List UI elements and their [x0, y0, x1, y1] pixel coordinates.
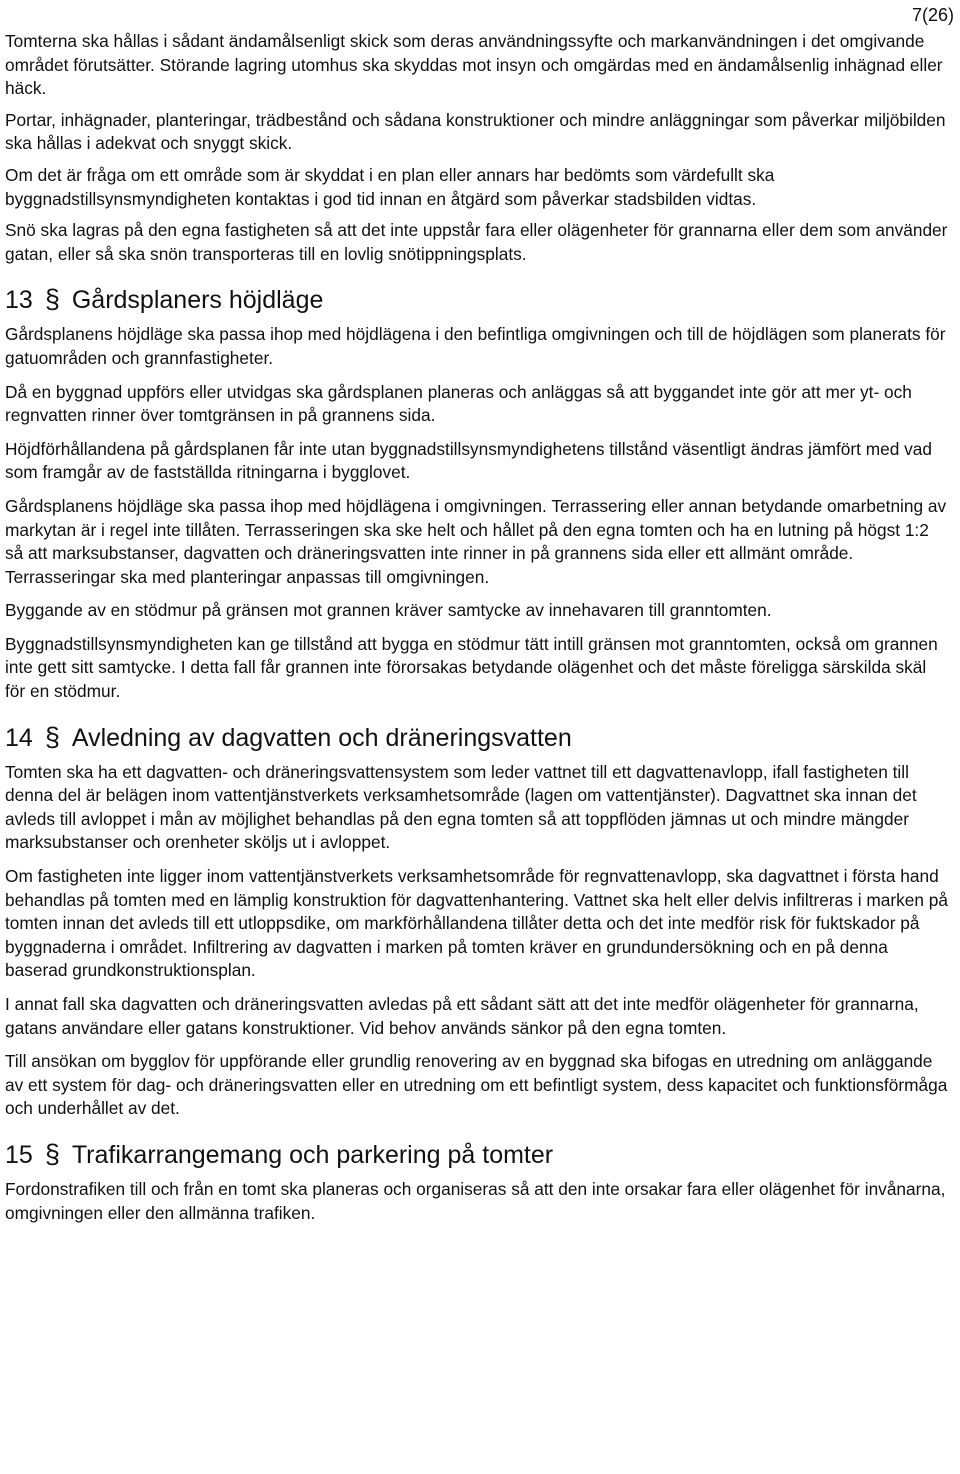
section-13-paragraph-4: Gårdsplanens höjdläge ska passa ihop med höjdlägena i omgivningen. Terrassering eller annan betydande omarbetning av markytan är i regel inte tillåten. Terrasseringen ska ske helt och hållet på den egna tomten och ha en lutning på högst 1:2 så att marksubstanser, dagvatten och dräneringsvatten inte rinner in på grannens sida eller ett allmänt område. Terrasseringar ska med planteringar anpassas till omgivningen.: [5, 495, 947, 587]
intro-paragraph-2: Portar, inhägnader, planteringar, trädbestånd och sådana konstruktioner och mindre anläggningar som påverkar miljöbilden ska hållas i adekvat och snyggt skick.: [5, 109, 946, 154]
section-13-paragraph-5: Byggande av en stödmur på gränsen mot grannen kräver samtycke av innehavaren till granntomten.: [5, 600, 772, 621]
intro-paragraph-4: Snö ska lagras på den egna fastigheten så att det inte uppstår fara eller olägenheter för grannarna eller dem som använder gatan, eller så ska snön transporteras till en lovlig snötippningsplats.: [5, 220, 948, 264]
document-body: [5, 30, 950, 1235]
section-13-heading: [5, 284, 950, 315]
section-13-paragraph-1: Gårdsplanens höjdläge ska passa ihop med höjdlägena i den befintliga omgivningen och till de höjdlägen som planerats för gatuområden och grannfastigheter.: [5, 324, 946, 368]
intro-paragraph-1: Tomterna ska hållas i sådant ändamålsenligt skick som deras användningssyfte och markanvändningen i det omgivande området förutsätter. Störande lagring utomhus ska skyddas mot insyn och omgärdas med en ändamålsenlig inhägnad eller häck.: [5, 31, 943, 99]
section-14-paragraph-4: Till ansökan om bygglov för uppförande eller grundlig renovering av en byggnad ska bifogas en utredning om anläggande av ett system för dag- och dräneringsvatten eller en utredning om ett befintligt system, dess kapacitet och funktionsförmåga och underhållet av det.: [5, 1051, 948, 1119]
section-14-paragraph-1: Tomten ska ha ett dagvatten- och dräneringsvattensystem som leder vattnet till ett dagvattenavlopp, ifall fastigheten till denna del är belägen inom vattentjänstverkets verksamhetsområde (lagen om vattentjänster). Dagvattnet ska innan det avleds till avloppet i mån av möjlighet behandlas på den egna tomten så att toppflöden jämnas ut och mindre mängder marksubstanser och orenheter sköljs ut i avloppet.: [5, 761, 917, 853]
section-14-paragraph-3: I annat fall ska dagvatten och dräneringsvatten avledas på ett sådant sätt att det inte medför olägenheter för grannarna, gatans användare eller gatans konstruktioner. Vid behov används sänkor på den egna tomten.: [5, 994, 919, 1038]
section-13-paragraph-6: Byggnadstillsynsmyndigheten kan ge tillstånd att bygga en stödmur tätt intill gränsen mot granntomten, också om grannen inte gett sitt samtycke. I detta fall får grannen inte förorsakas betydande olägenhet och det måste föreligga särskilda skäl för en stödmur.: [5, 633, 938, 702]
section-14-title: Avledning av dagvatten och dräneringsvatten: [71, 723, 572, 752]
section-14-heading: [5, 722, 950, 753]
section-14-paragraph-2: Om fastigheten inte ligger inom vattentjänstverkets verksamhetsområde för regnvattenavlopp, ska dagvattnet i första hand behandlas på tomten med en lämplig konstruktion för dagvattenhantering. Vattnet ska helt eller delvis infiltreras i marken på tomten innan det avleds till ett utloppsdike, om markförhållandena tillåter detta och det inte medför risk för fuktskador på byggnaderna i området. Infiltrering av dagvatten i marken på tomten kräver en grundundersökning och en på denna baserad grundkonstruktionsplan.: [5, 866, 948, 981]
page-number: 7(26): [911, 5, 954, 25]
section-13-paragraph-3: Höjdförhållandena på gårdsplanen får inte utan byggnadstillsynsmyndighetens tillstånd väsentligt ändras jämfört med vad som framgår av de fastställda ritningarna i bygglovet.: [5, 438, 933, 483]
section-15-title: Trafikarrangemang och parkering på tomter: [71, 1140, 554, 1169]
section-15-number: 15: [5, 1140, 33, 1169]
section-15-paragraph-1: Fordonstrafiken till och från en tomt ska planeras och organiseras så att den inte orsakar fara eller olägenhet för invånarna, omgivningen eller den allmänna trafiken.: [5, 1178, 946, 1223]
section-15-heading: [5, 1139, 950, 1170]
section-13-paragraph-2: Då en byggnad uppförs eller utvidgas ska gårdsplanen planeras och anläggas så att byggandet inte gör att mer yt- och regnvatten rinner över tomtgränsen in på grannens sida.: [5, 381, 912, 426]
intro-paragraph-3: Om det är fråga om ett område som är skyddat i en plan eller annars har bedömts som värdefullt ska byggnadstillsynsmyndigheten kontaktas i god tid innan en åtgärd som påverkar stadsbilden vidtas.: [5, 164, 775, 209]
section-13-symbol: §: [44, 284, 60, 315]
section-14-number: 14: [5, 723, 33, 752]
section-14-symbol: §: [44, 721, 60, 752]
section-13-number: 13: [5, 286, 33, 315]
section-13-title: Gårdsplaners höjdläge: [71, 286, 324, 315]
section-15-symbol: §: [44, 1138, 60, 1169]
